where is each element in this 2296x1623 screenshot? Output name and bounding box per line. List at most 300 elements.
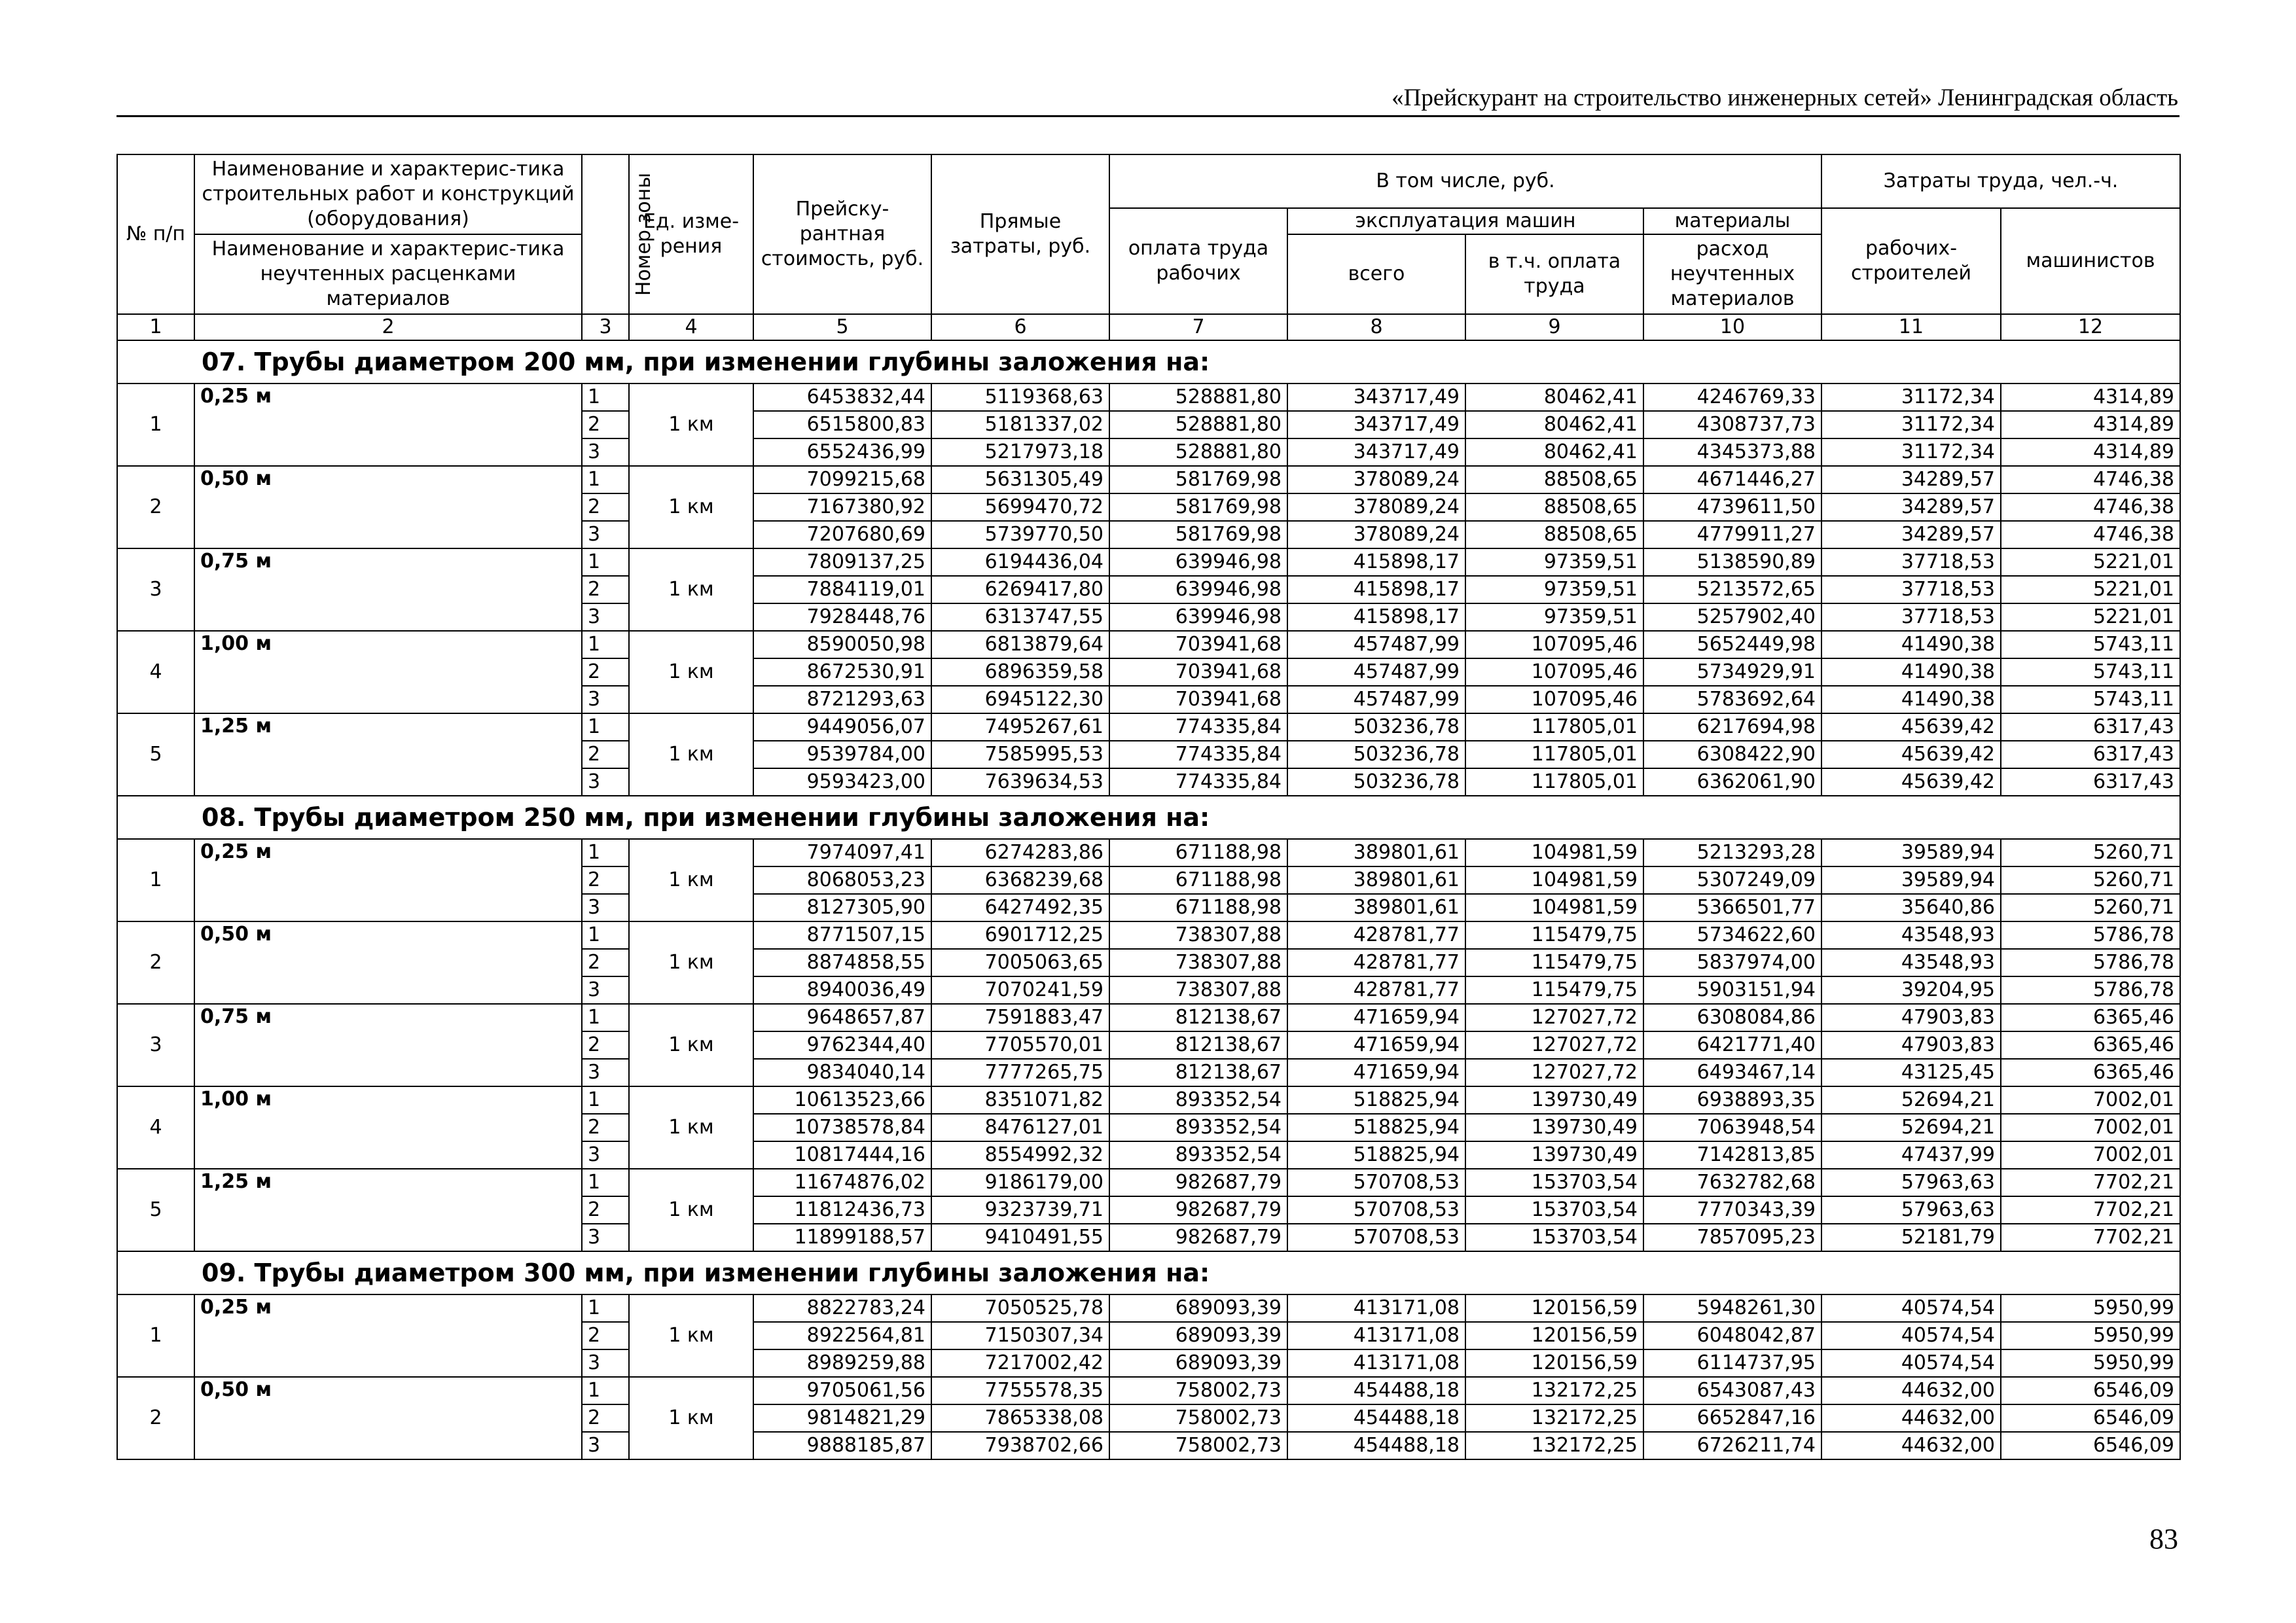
machines-total-cell: 503236,78 — [1287, 713, 1465, 741]
zone-number: 1 — [582, 383, 629, 411]
materials-cell: 7063948,54 — [1643, 1114, 1821, 1141]
materials-cell: 6652847,16 — [1643, 1404, 1821, 1432]
machines-pay-cell: 132172,25 — [1465, 1432, 1643, 1459]
machinists-labor-cell: 7702,21 — [2001, 1224, 2180, 1251]
labor-pay-cell: 812138,67 — [1109, 1031, 1287, 1059]
materials-cell: 7770343,39 — [1643, 1196, 1821, 1224]
row-index: 4 — [117, 1086, 194, 1169]
builders-labor-cell: 35640,86 — [1821, 894, 2001, 921]
column-number: 11 — [1821, 314, 2001, 340]
machines-pay-cell: 132172,25 — [1465, 1404, 1643, 1432]
machinists-labor-cell: 6546,09 — [2001, 1404, 2180, 1432]
price-cell: 8068053,23 — [753, 866, 931, 894]
builders-labor-cell: 47903,83 — [1821, 1004, 2001, 1031]
materials-cell: 5734929,91 — [1643, 658, 1821, 686]
labor-pay-cell: 738307,88 — [1109, 976, 1287, 1004]
zone-number: 1 — [582, 713, 629, 741]
price-cell: 6515800,83 — [753, 411, 931, 438]
column-number: 5 — [753, 314, 931, 340]
depth-name: 0,25 м — [194, 1294, 582, 1377]
machinists-labor-cell: 4746,38 — [2001, 521, 2180, 548]
zone-number: 1 — [582, 548, 629, 576]
labor-pay-cell: 812138,67 — [1109, 1004, 1287, 1031]
builders-labor-cell: 34289,57 — [1821, 493, 2001, 521]
materials-cell: 5213293,28 — [1643, 839, 1821, 866]
page-number: 83 — [2149, 1523, 2178, 1555]
materials-cell: 6938893,35 — [1643, 1086, 1821, 1114]
machinists-labor-cell: 5221,01 — [2001, 548, 2180, 576]
labor-pay-cell: 758002,73 — [1109, 1377, 1287, 1404]
price-cell: 11674876,02 — [753, 1169, 931, 1196]
materials-cell: 6493467,14 — [1643, 1059, 1821, 1086]
table-row — [117, 548, 2180, 576]
price-cell: 7809137,25 — [753, 548, 931, 576]
machines-total-cell: 457487,99 — [1287, 658, 1465, 686]
header-machines-pay: в т.ч. оплата труда — [1465, 234, 1643, 314]
materials-cell: 4739611,50 — [1643, 493, 1821, 521]
price-cell: 8874858,55 — [753, 949, 931, 976]
row-index: 1 — [117, 1294, 194, 1377]
price-cell: 10613523,66 — [753, 1086, 931, 1114]
zone-number: 2 — [582, 866, 629, 894]
zone-number: 3 — [582, 1224, 629, 1251]
depth-name: 1,25 м — [194, 713, 582, 796]
direct-costs-cell: 7755578,35 — [931, 1377, 1109, 1404]
direct-costs-cell: 8476127,01 — [931, 1114, 1109, 1141]
machinists-labor-cell: 7702,21 — [2001, 1196, 2180, 1224]
row-index: 5 — [117, 713, 194, 796]
machines-total-cell: 389801,61 — [1287, 839, 1465, 866]
zone-number: 1 — [582, 1377, 629, 1404]
row-index: 2 — [117, 921, 194, 1004]
price-cell: 8771507,15 — [753, 921, 931, 949]
machines-pay-cell: 117805,01 — [1465, 713, 1643, 741]
machinists-labor-cell: 6317,43 — [2001, 713, 2180, 741]
table-row — [117, 466, 2180, 493]
price-cell: 8672530,91 — [753, 658, 931, 686]
materials-cell: 6114737,95 — [1643, 1349, 1821, 1377]
zone-number: 3 — [582, 1432, 629, 1459]
machinists-labor-cell: 7002,01 — [2001, 1086, 2180, 1114]
price-table — [117, 154, 2181, 1460]
direct-costs-cell: 7050525,78 — [931, 1294, 1109, 1322]
machinists-labor-cell: 6365,46 — [2001, 1031, 2180, 1059]
builders-labor-cell: 52694,21 — [1821, 1086, 2001, 1114]
machines-pay-cell: 132172,25 — [1465, 1377, 1643, 1404]
machines-total-cell: 518825,94 — [1287, 1141, 1465, 1169]
unit-cell: 1 км — [629, 631, 753, 713]
machines-pay-cell: 139730,49 — [1465, 1141, 1643, 1169]
builders-labor-cell: 44632,00 — [1821, 1377, 2001, 1404]
depth-name: 1,25 м — [194, 1169, 582, 1251]
column-number: 8 — [1287, 314, 1465, 340]
builders-labor-cell: 39589,94 — [1821, 839, 2001, 866]
materials-cell: 5138590,89 — [1643, 548, 1821, 576]
column-number: 6 — [931, 314, 1109, 340]
labor-pay-cell: 774335,84 — [1109, 713, 1287, 741]
price-cell: 8922564,81 — [753, 1322, 931, 1349]
materials-cell: 5307249,09 — [1643, 866, 1821, 894]
machinists-labor-cell: 4314,89 — [2001, 438, 2180, 466]
table-row — [117, 631, 2180, 658]
machines-total-cell: 378089,24 — [1287, 493, 1465, 521]
machinists-labor-cell: 5786,78 — [2001, 949, 2180, 976]
zone-number: 1 — [582, 631, 629, 658]
labor-pay-cell: 671188,98 — [1109, 894, 1287, 921]
header-zone-label: Номер зоны — [632, 172, 656, 296]
labor-pay-cell: 982687,79 — [1109, 1169, 1287, 1196]
machines-total-cell: 457487,99 — [1287, 686, 1465, 713]
price-cell: 9834040,14 — [753, 1059, 931, 1086]
machinists-labor-cell: 5743,11 — [2001, 686, 2180, 713]
machines-pay-cell: 139730,49 — [1465, 1086, 1643, 1114]
depth-name: 0,25 м — [194, 383, 582, 466]
labor-pay-cell: 703941,68 — [1109, 686, 1287, 713]
column-number: 1 — [117, 314, 194, 340]
machines-pay-cell: 80462,41 — [1465, 383, 1643, 411]
header-machines: эксплуатация машин — [1287, 208, 1643, 234]
direct-costs-cell: 5739770,50 — [931, 521, 1109, 548]
materials-cell: 6362061,90 — [1643, 768, 1821, 796]
machines-total-cell: 413171,08 — [1287, 1294, 1465, 1322]
machines-total-cell: 343717,49 — [1287, 383, 1465, 411]
machines-total-cell: 518825,94 — [1287, 1086, 1465, 1114]
labor-pay-cell: 689093,39 — [1109, 1322, 1287, 1349]
depth-name: 0,50 м — [194, 1377, 582, 1459]
machinists-labor-cell: 4746,38 — [2001, 466, 2180, 493]
price-cell: 8989259,88 — [753, 1349, 931, 1377]
zone-number: 1 — [582, 1169, 629, 1196]
builders-labor-cell: 57963,63 — [1821, 1169, 2001, 1196]
builders-labor-cell: 47437,99 — [1821, 1141, 2001, 1169]
section-title-row — [117, 1251, 2180, 1294]
direct-costs-cell: 7938702,66 — [931, 1432, 1109, 1459]
machines-pay-cell: 88508,65 — [1465, 466, 1643, 493]
depth-name: 0,25 м — [194, 839, 582, 921]
direct-costs-cell: 7585995,53 — [931, 741, 1109, 768]
materials-cell: 6308422,90 — [1643, 741, 1821, 768]
table-row — [117, 713, 2180, 741]
section-title-row — [117, 340, 2180, 383]
labor-pay-cell: 689093,39 — [1109, 1294, 1287, 1322]
builders-labor-cell: 45639,42 — [1821, 741, 2001, 768]
table-row — [117, 921, 2180, 949]
machines-total-cell: 378089,24 — [1287, 466, 1465, 493]
machines-pay-cell: 88508,65 — [1465, 521, 1643, 548]
zone-number: 2 — [582, 576, 629, 603]
machines-pay-cell: 104981,59 — [1465, 894, 1643, 921]
column-number: 4 — [629, 314, 753, 340]
machines-pay-cell: 104981,59 — [1465, 839, 1643, 866]
materials-cell: 4308737,73 — [1643, 411, 1821, 438]
header-materials-uncounted: расход неучтенных материалов — [1643, 234, 1821, 314]
machines-pay-cell: 153703,54 — [1465, 1169, 1643, 1196]
column-number: 3 — [582, 314, 629, 340]
unit-cell: 1 км — [629, 548, 753, 631]
builders-labor-cell: 40574,54 — [1821, 1349, 2001, 1377]
depth-name: 1,00 м — [194, 631, 582, 713]
column-number: 10 — [1643, 314, 1821, 340]
machines-pay-cell: 139730,49 — [1465, 1114, 1643, 1141]
direct-costs-cell: 6368239,68 — [931, 866, 1109, 894]
materials-cell: 5837974,00 — [1643, 949, 1821, 976]
zone-number: 3 — [582, 976, 629, 1004]
machines-total-cell: 503236,78 — [1287, 768, 1465, 796]
builders-labor-cell: 52181,79 — [1821, 1224, 2001, 1251]
machines-pay-cell: 153703,54 — [1465, 1224, 1643, 1251]
unit-cell: 1 км — [629, 921, 753, 1004]
machinists-labor-cell: 6317,43 — [2001, 768, 2180, 796]
column-number: 12 — [2001, 314, 2180, 340]
unit-cell: 1 км — [629, 466, 753, 548]
labor-pay-cell: 738307,88 — [1109, 949, 1287, 976]
row-index: 1 — [117, 383, 194, 466]
unit-cell: 1 км — [629, 1377, 753, 1459]
zone-number: 2 — [582, 1196, 629, 1224]
machinists-labor-cell: 6365,46 — [2001, 1059, 2180, 1086]
price-cell: 7167380,92 — [753, 493, 931, 521]
header-name-top: Наименование и характерис-тика строительных работ и конструкций (оборудования) — [194, 154, 582, 234]
builders-labor-cell: 44632,00 — [1821, 1432, 2001, 1459]
labor-pay-cell: 758002,73 — [1109, 1404, 1287, 1432]
machines-total-cell: 428781,77 — [1287, 949, 1465, 976]
unit-cell: 1 км — [629, 1169, 753, 1251]
builders-labor-cell: 37718,53 — [1821, 576, 2001, 603]
row-index: 2 — [117, 1377, 194, 1459]
direct-costs-cell: 5119368,63 — [931, 383, 1109, 411]
direct-costs-cell: 6313747,55 — [931, 603, 1109, 631]
price-cell: 8590050,98 — [753, 631, 931, 658]
zone-number: 3 — [582, 1059, 629, 1086]
machinists-labor-cell: 6365,46 — [2001, 1004, 2180, 1031]
depth-name: 1,00 м — [194, 1086, 582, 1169]
depth-name: 0,50 м — [194, 921, 582, 1004]
unit-cell: 1 км — [629, 713, 753, 796]
direct-costs-cell: 7705570,01 — [931, 1031, 1109, 1059]
materials-cell: 5652449,98 — [1643, 631, 1821, 658]
materials-cell: 5257902,40 — [1643, 603, 1821, 631]
price-cell: 11899188,57 — [753, 1224, 931, 1251]
machines-total-cell: 343717,49 — [1287, 438, 1465, 466]
builders-labor-cell: 43548,93 — [1821, 949, 2001, 976]
labor-pay-cell: 774335,84 — [1109, 741, 1287, 768]
machines-total-cell: 415898,17 — [1287, 576, 1465, 603]
builders-labor-cell: 41490,38 — [1821, 658, 2001, 686]
machinists-labor-cell: 5221,01 — [2001, 603, 2180, 631]
machines-total-cell: 471659,94 — [1287, 1004, 1465, 1031]
materials-cell: 4671446,27 — [1643, 466, 1821, 493]
direct-costs-cell: 8351071,82 — [931, 1086, 1109, 1114]
zone-number: 2 — [582, 1322, 629, 1349]
machinists-labor-cell: 5786,78 — [2001, 976, 2180, 1004]
materials-cell: 5948261,30 — [1643, 1294, 1821, 1322]
header-no: № п/п — [117, 154, 194, 314]
machines-total-cell: 413171,08 — [1287, 1322, 1465, 1349]
materials-cell: 6726211,74 — [1643, 1432, 1821, 1459]
zone-number: 3 — [582, 894, 629, 921]
machines-total-cell: 389801,61 — [1287, 894, 1465, 921]
price-cell: 7928448,76 — [753, 603, 931, 631]
unit-cell: 1 км — [629, 839, 753, 921]
price-cell: 9705061,56 — [753, 1377, 931, 1404]
price-cell: 9814821,29 — [753, 1404, 931, 1432]
machinists-labor-cell: 5950,99 — [2001, 1322, 2180, 1349]
row-index: 5 — [117, 1169, 194, 1251]
machines-pay-cell: 127027,72 — [1465, 1004, 1643, 1031]
labor-pay-cell: 581769,98 — [1109, 493, 1287, 521]
direct-costs-cell: 6194436,04 — [931, 548, 1109, 576]
labor-pay-cell: 581769,98 — [1109, 466, 1287, 493]
machinists-labor-cell: 4314,89 — [2001, 383, 2180, 411]
section-title: 09. Трубы диаметром 300 мм, при изменении глубины заложения на: — [117, 1251, 2180, 1294]
materials-cell: 6048042,87 — [1643, 1322, 1821, 1349]
machinists-labor-cell: 5260,71 — [2001, 894, 2180, 921]
machinists-labor-cell: 5743,11 — [2001, 658, 2180, 686]
materials-cell: 6217694,98 — [1643, 713, 1821, 741]
table-row — [117, 1169, 2180, 1196]
labor-pay-cell: 671188,98 — [1109, 866, 1287, 894]
direct-costs-cell: 5217973,18 — [931, 438, 1109, 466]
machines-total-cell: 471659,94 — [1287, 1059, 1465, 1086]
materials-cell: 6308084,86 — [1643, 1004, 1821, 1031]
machines-total-cell: 518825,94 — [1287, 1114, 1465, 1141]
labor-pay-cell: 703941,68 — [1109, 658, 1287, 686]
machines-pay-cell: 117805,01 — [1465, 768, 1643, 796]
builders-labor-cell: 43548,93 — [1821, 921, 2001, 949]
zone-number: 1 — [582, 1004, 629, 1031]
header-incl: В том числе, руб. — [1109, 154, 1821, 208]
header-builders: рабочих-строителей — [1821, 208, 2001, 314]
zone-number: 2 — [582, 411, 629, 438]
machinists-labor-cell: 5786,78 — [2001, 921, 2180, 949]
builders-labor-cell: 31172,34 — [1821, 438, 2001, 466]
depth-name: 0,50 м — [194, 466, 582, 548]
direct-costs-cell: 7217002,42 — [931, 1349, 1109, 1377]
price-cell: 8721293,63 — [753, 686, 931, 713]
zone-number: 2 — [582, 493, 629, 521]
builders-labor-cell: 45639,42 — [1821, 768, 2001, 796]
builders-labor-cell: 45639,42 — [1821, 713, 2001, 741]
zone-number: 3 — [582, 603, 629, 631]
row-index: 1 — [117, 839, 194, 921]
zone-number: 1 — [582, 839, 629, 866]
materials-cell: 7857095,23 — [1643, 1224, 1821, 1251]
machines-pay-cell: 127027,72 — [1465, 1059, 1643, 1086]
builders-labor-cell: 40574,54 — [1821, 1322, 2001, 1349]
depth-name: 0,75 м — [194, 1004, 582, 1086]
zone-number: 3 — [582, 1349, 629, 1377]
machines-pay-cell: 104981,59 — [1465, 866, 1643, 894]
zone-number: 1 — [582, 1086, 629, 1114]
machines-pay-cell: 115479,75 — [1465, 976, 1643, 1004]
price-cell: 9449056,07 — [753, 713, 931, 741]
machinists-labor-cell: 6546,09 — [2001, 1377, 2180, 1404]
price-cell: 7099215,68 — [753, 466, 931, 493]
machines-total-cell: 389801,61 — [1287, 866, 1465, 894]
direct-costs-cell: 6901712,25 — [931, 921, 1109, 949]
machinists-labor-cell: 7002,01 — [2001, 1114, 2180, 1141]
labor-pay-cell: 703941,68 — [1109, 631, 1287, 658]
machinists-labor-cell: 4746,38 — [2001, 493, 2180, 521]
header-zone — [582, 154, 656, 314]
machinists-labor-cell: 4314,89 — [2001, 411, 2180, 438]
materials-cell: 7142813,85 — [1643, 1141, 1821, 1169]
zone-number: 3 — [582, 438, 629, 466]
column-number: 9 — [1465, 314, 1643, 340]
column-number: 2 — [194, 314, 582, 340]
price-cell: 8940036,49 — [753, 976, 931, 1004]
machines-pay-cell: 80462,41 — [1465, 411, 1643, 438]
direct-costs-cell: 6813879,64 — [931, 631, 1109, 658]
machines-total-cell: 570708,53 — [1287, 1196, 1465, 1224]
machines-pay-cell: 120156,59 — [1465, 1322, 1643, 1349]
zone-number: 3 — [582, 768, 629, 796]
machines-pay-cell: 97359,51 — [1465, 576, 1643, 603]
section-title-row — [117, 796, 2180, 839]
machines-pay-cell: 80462,41 — [1465, 438, 1643, 466]
direct-costs-cell: 6427492,35 — [931, 894, 1109, 921]
section-title: 08. Трубы диаметром 250 мм, при изменении глубины заложения на: — [117, 796, 2180, 839]
direct-costs-cell: 9186179,00 — [931, 1169, 1109, 1196]
unit-cell: 1 км — [629, 1294, 753, 1377]
machinists-labor-cell: 5221,01 — [2001, 576, 2180, 603]
labor-pay-cell: 581769,98 — [1109, 521, 1287, 548]
labor-pay-cell: 671188,98 — [1109, 839, 1287, 866]
header-labor: Затраты труда, чел.-ч. — [1821, 154, 2180, 208]
section-title: 07. Трубы диаметром 200 мм, при изменении глубины заложения на: — [117, 340, 2180, 383]
machinists-labor-cell: 6546,09 — [2001, 1432, 2180, 1459]
direct-costs-cell: 7070241,59 — [931, 976, 1109, 1004]
zone-number: 3 — [582, 686, 629, 713]
labor-pay-cell: 689093,39 — [1109, 1349, 1287, 1377]
materials-cell: 4779911,27 — [1643, 521, 1821, 548]
direct-costs-cell: 7005063,65 — [931, 949, 1109, 976]
table-row — [117, 1294, 2180, 1322]
labor-pay-cell: 893352,54 — [1109, 1086, 1287, 1114]
unit-cell: 1 км — [629, 383, 753, 466]
machines-pay-cell: 97359,51 — [1465, 603, 1643, 631]
price-cell: 11812436,73 — [753, 1196, 931, 1224]
column-number: 7 — [1109, 314, 1287, 340]
direct-costs-cell: 9323739,71 — [931, 1196, 1109, 1224]
builders-labor-cell: 47903,83 — [1821, 1031, 2001, 1059]
unit-cell: 1 км — [629, 1086, 753, 1169]
materials-cell: 6543087,43 — [1643, 1377, 1821, 1404]
header-materials: материалы — [1643, 208, 1821, 234]
machines-total-cell: 428781,77 — [1287, 976, 1465, 1004]
direct-costs-cell: 7639634,53 — [931, 768, 1109, 796]
price-cell: 7884119,01 — [753, 576, 931, 603]
zone-number: 2 — [582, 949, 629, 976]
machines-total-cell: 415898,17 — [1287, 548, 1465, 576]
zone-number: 1 — [582, 466, 629, 493]
machines-pay-cell: 117805,01 — [1465, 741, 1643, 768]
materials-cell: 6421771,40 — [1643, 1031, 1821, 1059]
builders-labor-cell: 34289,57 — [1821, 521, 2001, 548]
unit-cell: 1 км — [629, 1004, 753, 1086]
builders-labor-cell: 37718,53 — [1821, 603, 2001, 631]
labor-pay-cell: 893352,54 — [1109, 1114, 1287, 1141]
machines-pay-cell: 120156,59 — [1465, 1294, 1643, 1322]
table-row — [117, 383, 2180, 411]
labor-pay-cell: 893352,54 — [1109, 1141, 1287, 1169]
header-machinists: машинистов — [2001, 208, 2180, 314]
zone-number: 2 — [582, 1031, 629, 1059]
labor-pay-cell: 639946,98 — [1109, 576, 1287, 603]
table-row — [117, 1004, 2180, 1031]
zone-number: 1 — [582, 921, 629, 949]
direct-costs-cell: 5699470,72 — [931, 493, 1109, 521]
